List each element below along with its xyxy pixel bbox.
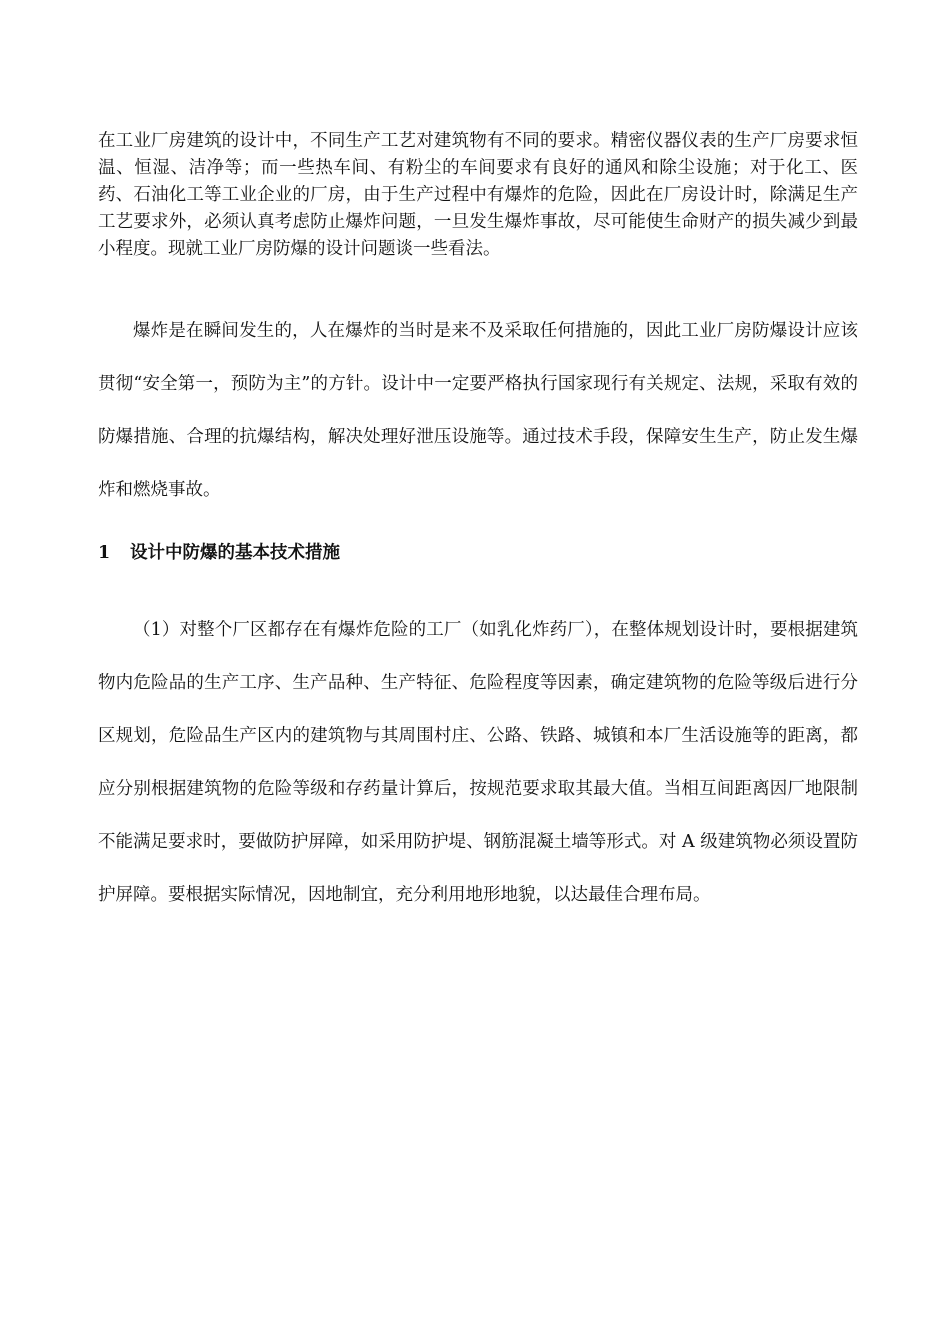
measure-paragraph: （1）对整个厂区都存在有爆炸危险的工厂（如乳化炸药厂），在整体规划设计时，要根据建筑物内危险品的生产工序、生产品种、生产特征、危险程度等因素，确定建筑物的危险等级后进行分区规划，危险品生产区内的建筑物与其周围村庄、公路、铁路、城镇和本厂生活设施等的距离，都应分别根据建筑物的危险等级和存药量计算后，按规范要求取其最大值。当相互间距离因厂地限制不能满足要求时，要做防护屏障，如采用防护堤、钢筋混凝土墙等形式。对 A 级建筑物必须设置防护屏障。要根据实际情况，因地制宜，充分利用地形地貌，以达最佳合理布局。 [98, 620, 858, 905]
intro-paragraph: 在工业厂房建筑的设计中，不同生产工艺对建筑物有不同的要求。精密仪器仪表的生产厂房要求恒温、恒湿、洁净等；而一些热车间、有粉尘的车间要求有良好的通风和除尘设施；对于化工、医药、石油化工等工业企业的厂房，由于生产过程中有爆炸的危险，因此在厂房设计时，除满足生产工艺要求外，必须认真考虑防止爆炸问题，一旦发生爆炸事故，尽可能使生命财产的损失减少到最小程度。现就工业厂房防爆的设计问题谈一些看法。 [98, 131, 858, 259]
section-title: 设计中防爆的基本技术措施 [130, 543, 340, 563]
policy-paragraph: 爆炸是在瞬间发生的，人在爆炸的当时是来不及采取任何措施的，因此工业厂房防爆设计应该贯彻“安全第一，预防为主”的方针。设计中一定要严格执行国家现行有关规定、法规，采取有效的防爆措施、合理的抗爆结构，解决处理好泄压设施等。通过技术手段，保障安生生产，防止发生爆炸和燃烧事故。 [98, 321, 858, 500]
section-number: 1 [98, 543, 111, 563]
section-heading [98, 540, 340, 567]
